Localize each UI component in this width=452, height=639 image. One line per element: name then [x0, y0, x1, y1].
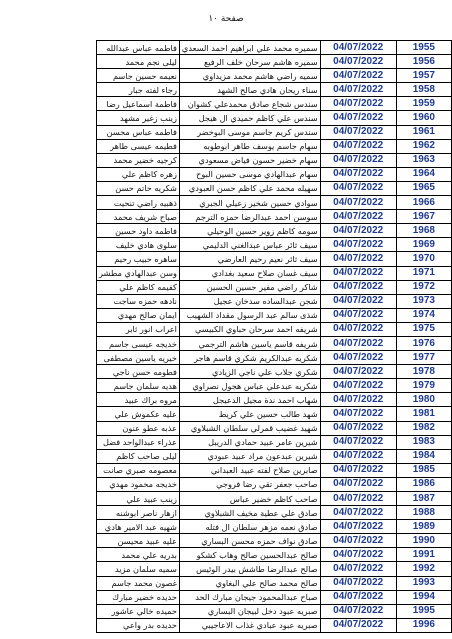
- mother-name-cell: ازهار ناصر ابوشنه: [97, 506, 180, 520]
- table-row: [97, 252, 452, 266]
- mother-name-cell: حديده خضير مبارك: [97, 590, 180, 604]
- mother-name-cell: غصون محمد جاسم: [97, 576, 180, 590]
- serial-number-cell: 1968: [396, 224, 451, 238]
- date-cell: 04/07/2022: [320, 492, 396, 506]
- date-cell: 04/07/2022: [320, 618, 396, 632]
- serial-number-cell: 1982: [396, 421, 451, 435]
- full-name-cell: سيف غسان صلاح سعيد بغدادي: [179, 266, 320, 280]
- table-row: [97, 97, 452, 111]
- table-row: [97, 210, 452, 224]
- serial-number-cell: 1975: [396, 322, 451, 336]
- table-row: [97, 41, 452, 55]
- full-name-cell: شهد طالب حسين علي كريط: [179, 407, 320, 421]
- table-row: [97, 421, 452, 435]
- mother-name-cell: نادهه حمزه ساجت: [97, 294, 180, 308]
- table-row: [97, 604, 452, 618]
- page-title: صفحة ١٠: [208, 14, 244, 24]
- table-row: [97, 492, 452, 506]
- full-name-cell: سميه راضي هاشم محمد مزيداوي: [179, 69, 320, 83]
- mother-name-cell: عليه عكموش علي: [97, 407, 180, 421]
- serial-number-cell: 1957: [396, 69, 451, 83]
- serial-number-cell: 1984: [396, 449, 451, 463]
- table-row: [97, 534, 452, 548]
- date-cell: 04/07/2022: [320, 196, 396, 210]
- full-name-cell: سهام خضير حسون فياض مسعودي: [179, 153, 320, 167]
- full-name-cell: سيف ثائر عباس عبدالغني الدليمي: [179, 238, 320, 252]
- mother-name-cell: فطيمه عيسى طاهر: [97, 139, 180, 153]
- full-name-cell: شجن عبدالساده سدخان عجيل: [179, 294, 320, 308]
- serial-number-cell: 1992: [396, 562, 451, 576]
- date-cell: 04/07/2022: [320, 153, 396, 167]
- table-row: [97, 224, 452, 238]
- date-cell: 04/07/2022: [320, 181, 396, 195]
- roster-table: [96, 40, 452, 633]
- date-cell: 04/07/2022: [320, 266, 396, 280]
- serial-number-cell: 1969: [396, 238, 451, 252]
- serial-number-cell: 1991: [396, 548, 451, 562]
- serial-number-cell: 1972: [396, 280, 451, 294]
- date-cell: 04/07/2022: [320, 435, 396, 449]
- table-row: [97, 351, 452, 365]
- date-cell: 04/07/2022: [320, 280, 396, 294]
- date-cell: 04/07/2022: [320, 294, 396, 308]
- table-row: [97, 463, 452, 477]
- serial-number-cell: 1965: [396, 181, 451, 195]
- date-cell: 04/07/2022: [320, 351, 396, 365]
- full-name-cell: شيرين عامر عبيد حمادي الدريبل: [179, 435, 320, 449]
- date-cell: 04/07/2022: [320, 308, 396, 322]
- table-row: [97, 181, 452, 195]
- table-row: [97, 308, 452, 322]
- mother-name-cell: هديه سلمان جاسم: [97, 379, 180, 393]
- table-row: [97, 548, 452, 562]
- full-name-cell: صادق علي عطية مخيف الشبلاوي: [179, 506, 320, 520]
- serial-number-cell: 1966: [396, 196, 451, 210]
- table-row: [97, 562, 452, 576]
- mother-name-cell: اعراب انور ثابر: [97, 322, 180, 336]
- mother-name-cell: شكريه حاتم حسن: [97, 181, 180, 195]
- table-row: [97, 590, 452, 604]
- date-cell: 04/07/2022: [320, 379, 396, 393]
- full-name-cell: صادق نعمه مزهر سلطان ال فتله: [179, 520, 320, 534]
- serial-number-cell: 1993: [396, 576, 451, 590]
- full-name-cell: شكريه عبدعلي عباس هجول نصراوي: [179, 379, 320, 393]
- serial-number-cell: 1959: [396, 97, 451, 111]
- table-row: [97, 506, 452, 520]
- serial-number-cell: 1960: [396, 111, 451, 125]
- table-row: [97, 266, 452, 280]
- date-cell: 04/07/2022: [320, 167, 396, 181]
- table-row: [97, 238, 452, 252]
- mother-name-cell: حميده خالي عاشور: [97, 604, 180, 618]
- full-name-cell: سندس شجاع صادق محمدعلي كشوان: [179, 97, 320, 111]
- serial-number-cell: 1988: [396, 506, 451, 520]
- serial-number-cell: 1962: [396, 139, 451, 153]
- table-row: [97, 196, 452, 210]
- date-cell: 04/07/2022: [320, 463, 396, 477]
- table-row: [97, 576, 452, 590]
- date-cell: 04/07/2022: [320, 83, 396, 97]
- date-cell: 04/07/2022: [320, 506, 396, 520]
- date-cell: 04/07/2022: [320, 69, 396, 83]
- date-cell: 04/07/2022: [320, 477, 396, 491]
- table-row: [97, 167, 452, 181]
- mother-name-cell: مروه براك عبيد: [97, 393, 180, 407]
- table-row: [97, 520, 452, 534]
- full-name-cell: سهام عبدالهادي موسى حسين البوح: [179, 167, 320, 181]
- serial-number-cell: 1986: [396, 477, 451, 491]
- serial-number-cell: 1987: [396, 492, 451, 506]
- mother-name-cell: خديجه محمود مهدي: [97, 477, 180, 491]
- mother-name-cell: وسن عبدالهادي مطشر: [97, 266, 180, 280]
- mother-name-cell: رجاء لفته جبار: [97, 83, 180, 97]
- serial-number-cell: 1967: [396, 210, 451, 224]
- serial-number-cell: 1979: [396, 379, 451, 393]
- mother-name-cell: ليلى نجم محمد: [97, 55, 180, 69]
- mother-name-cell: ساهره حبيب رحيم: [97, 252, 180, 266]
- full-name-cell: سومه كاظم زوير حسين الوحيلي: [179, 224, 320, 238]
- full-name-cell: سندس كريم جاسم موسى البوخضر: [179, 125, 320, 139]
- mother-name-cell: حديده بدر واعي: [97, 618, 180, 632]
- full-name-cell: صباح عبدالمحمود جيجان مبارك الحد: [179, 590, 320, 604]
- mother-name-cell: فاطمه عباس عبدالله: [97, 41, 180, 55]
- full-name-cell: سوسن احمد عبدالرضا حمزه الترجم: [179, 210, 320, 224]
- roster-body: [97, 41, 452, 633]
- full-name-cell: شهاب احمد ندة مجيل الدعيجل: [179, 393, 320, 407]
- table-row: [97, 393, 452, 407]
- full-name-cell: شكري جلاب علي ناجي الزيادي: [179, 365, 320, 379]
- serial-number-cell: 1977: [396, 351, 451, 365]
- full-name-cell: شريفه قاسم ياسين هاشم الترجمي: [179, 336, 320, 350]
- table-row: [97, 55, 452, 69]
- mother-name-cell: نعيمه حسين جاسم: [97, 69, 180, 83]
- date-cell: 04/07/2022: [320, 562, 396, 576]
- table-row: [97, 336, 452, 350]
- mother-name-cell: خديجه عيسى جاسم: [97, 336, 180, 350]
- serial-number-cell: 1973: [396, 294, 451, 308]
- date-cell: 04/07/2022: [320, 336, 396, 350]
- date-cell: 04/07/2022: [320, 41, 396, 55]
- mother-name-cell: عليه عبيد محيسن: [97, 534, 180, 548]
- mother-name-cell: بدريه علي محمد: [97, 548, 180, 562]
- serial-number-cell: 1955: [396, 41, 451, 55]
- full-name-cell: سميره محمد علي ابراهيم احمد السعدي: [179, 41, 320, 55]
- mother-name-cell: فاطمه داود حسين: [97, 224, 180, 238]
- full-name-cell: صالح محمد صالح علي البغاوي: [179, 576, 320, 590]
- date-cell: 04/07/2022: [320, 604, 396, 618]
- date-cell: 04/07/2022: [320, 548, 396, 562]
- full-name-cell: صالح عبدالرضا طاشش بيدر الوئيس: [179, 562, 320, 576]
- date-cell: 04/07/2022: [320, 590, 396, 604]
- table-row: [97, 153, 452, 167]
- serial-number-cell: 1978: [396, 365, 451, 379]
- date-cell: 04/07/2022: [320, 238, 396, 252]
- full-name-cell: شيرين عبدعون مراد عبيد عبودي: [179, 449, 320, 463]
- serial-number-cell: 1981: [396, 407, 451, 421]
- date-cell: 04/07/2022: [320, 520, 396, 534]
- full-name-cell: سهام جاسم يوسف طاهر ابوطوبه: [179, 139, 320, 153]
- table-row: [97, 294, 452, 308]
- serial-number-cell: 1970: [396, 252, 451, 266]
- date-cell: 04/07/2022: [320, 393, 396, 407]
- table-row: [97, 139, 452, 153]
- full-name-cell: صابرين صلاح لفته عبيد العبداني: [179, 463, 320, 477]
- mother-name-cell: كرجيه خضير محمد: [97, 153, 180, 167]
- date-cell: 04/07/2022: [320, 365, 396, 379]
- table-row: [97, 379, 452, 393]
- date-cell: 04/07/2022: [320, 111, 396, 125]
- full-name-cell: سيف ثائر نعيم رحيم العارضي: [179, 252, 320, 266]
- serial-number-cell: 1989: [396, 520, 451, 534]
- table-row: [97, 365, 452, 379]
- full-name-cell: شهيد غضيب قمرلي سلطان الشبلاوي: [179, 421, 320, 435]
- mother-name-cell: عذبه عطو عنون: [97, 421, 180, 435]
- date-cell: 04/07/2022: [320, 125, 396, 139]
- serial-number-cell: 1990: [396, 534, 451, 548]
- table-row: [97, 407, 452, 421]
- full-name-cell: شريفه احمد سرحان حباوي الكبيسي: [179, 322, 320, 336]
- full-name-cell: شكريه عبدالكريم شكري قاسم هاجر: [179, 351, 320, 365]
- mother-name-cell: فاطمة اسماعيل رضا: [97, 97, 180, 111]
- mother-name-cell: ايمان صالح مهدي: [97, 308, 180, 322]
- serial-number-cell: 1956: [396, 55, 451, 69]
- mother-name-cell: خيريه ياسين مصطفى: [97, 351, 180, 365]
- date-cell: 04/07/2022: [320, 407, 396, 421]
- date-cell: 04/07/2022: [320, 449, 396, 463]
- table-row: [97, 322, 452, 336]
- table-row: [97, 449, 452, 463]
- serial-number-cell: 1974: [396, 308, 451, 322]
- serial-number-cell: 1985: [396, 463, 451, 477]
- date-cell: 04/07/2022: [320, 97, 396, 111]
- serial-number-cell: 1963: [396, 153, 451, 167]
- mother-name-cell: زينب زغير مشهد: [97, 111, 180, 125]
- date-cell: 04/07/2022: [320, 224, 396, 238]
- mother-name-cell: معصومه صبري صانت: [97, 463, 180, 477]
- serial-number-cell: 1983: [396, 435, 451, 449]
- full-name-cell: صاحب جعفر تقي رضا فروجي: [179, 477, 320, 491]
- full-name-cell: سناء ريحان هادي صالح الشهد: [179, 83, 320, 97]
- table-row: [97, 111, 452, 125]
- mother-name-cell: شهيه عبد الامير هادي: [97, 520, 180, 534]
- mother-name-cell: سميه سلمان مزيد: [97, 562, 180, 576]
- mother-name-cell: ذهبيه راضي تنحيت: [97, 196, 180, 210]
- table-row: [97, 280, 452, 294]
- mother-name-cell: زينب عبيد علي: [97, 492, 180, 506]
- serial-number-cell: 1980: [396, 393, 451, 407]
- full-name-cell: سندس علي كاظم حميدي ال هيجل: [179, 111, 320, 125]
- serial-number-cell: 1958: [396, 83, 451, 97]
- mother-name-cell: زهره كاظم علي: [97, 167, 180, 181]
- full-name-cell: صالح عبدالحسين صالح وهاب كشكو: [179, 548, 320, 562]
- full-name-cell: شذى سالم عبد الرسول مقداد الشهيب: [179, 308, 320, 322]
- table-row: [97, 618, 452, 632]
- full-name-cell: سهيله محمد علي كاظم حسن العبودي: [179, 181, 320, 195]
- date-cell: 04/07/2022: [320, 210, 396, 224]
- mother-name-cell: صباح شريف محمد: [97, 210, 180, 224]
- serial-number-cell: 1995: [396, 604, 451, 618]
- full-name-cell: سوادي حسين شخير زعيلي الجبري: [179, 196, 320, 210]
- table-row: [97, 83, 452, 97]
- table-row: [97, 477, 452, 491]
- serial-number-cell: 1994: [396, 590, 451, 604]
- full-name-cell: شاكر راضي مفير حسين الحسين: [179, 280, 320, 294]
- mother-name-cell: سلوى هادي خليف: [97, 238, 180, 252]
- mother-name-cell: كفيمه كاظم علي: [97, 280, 180, 294]
- date-cell: 04/07/2022: [320, 534, 396, 548]
- serial-number-cell: 1996: [396, 618, 451, 632]
- table-row: [97, 435, 452, 449]
- serial-number-cell: 1964: [396, 167, 451, 181]
- full-name-cell: سميره هاشم سرحان خلف الرفيع: [179, 55, 320, 69]
- mother-name-cell: فاطمه عباس محسن: [97, 125, 180, 139]
- serial-number-cell: 1976: [396, 336, 451, 350]
- full-name-cell: صبريه عبود دخل لبيجان البساري: [179, 604, 320, 618]
- serial-number-cell: 1961: [396, 125, 451, 139]
- date-cell: 04/07/2022: [320, 322, 396, 336]
- full-name-cell: صبريه عبود عبادي غذاب الاعاجيبي: [179, 618, 320, 632]
- full-name-cell: صاحب كاظم خضير عباس: [179, 492, 320, 506]
- serial-number-cell: 1971: [396, 266, 451, 280]
- mother-name-cell: فطومه حسن ناجي: [97, 365, 180, 379]
- table-row: [97, 69, 452, 83]
- mother-name-cell: ليلى صاحب كاظم: [97, 449, 180, 463]
- date-cell: 04/07/2022: [320, 55, 396, 69]
- table-row: [97, 125, 452, 139]
- date-cell: 04/07/2022: [320, 252, 396, 266]
- date-cell: 04/07/2022: [320, 421, 396, 435]
- full-name-cell: صادق نواف حمزه محسن البساري: [179, 534, 320, 548]
- mother-name-cell: عذراء عبدالواحد فضل: [97, 435, 180, 449]
- date-cell: 04/07/2022: [320, 139, 396, 153]
- date-cell: 04/07/2022: [320, 576, 396, 590]
